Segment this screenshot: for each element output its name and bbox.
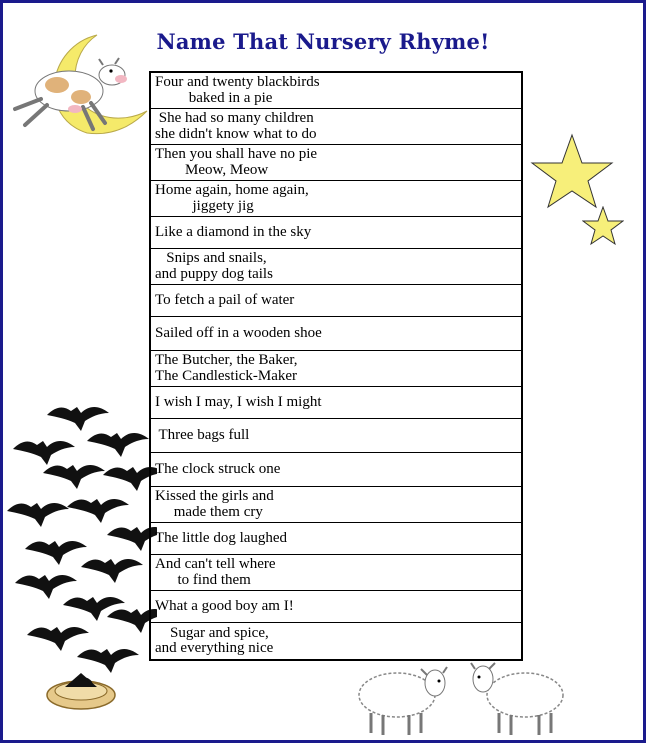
pie-icon bbox=[43, 667, 119, 713]
rhyme-line-2: and everything nice bbox=[155, 640, 274, 656]
rhyme-line-2: jiggety jig bbox=[155, 197, 254, 214]
star-icon bbox=[530, 133, 614, 209]
rhyme-line-1: Four and twenty blackbirds bbox=[155, 74, 320, 90]
rhyme-line-1: She had so many children bbox=[155, 110, 314, 126]
rhyme-line-1: Sailed off in a wooden shoe bbox=[155, 324, 322, 341]
rhyme-row bbox=[151, 523, 521, 555]
cow-moon-icon bbox=[7, 29, 155, 137]
rhyme-line-1: The Butcher, the Baker, bbox=[155, 352, 298, 368]
rhyme-row bbox=[151, 453, 521, 487]
rhyme-line-2: made them cry bbox=[155, 503, 263, 520]
rhyme-row bbox=[151, 181, 521, 217]
rhyme-row bbox=[151, 109, 521, 145]
rhyme-row bbox=[151, 217, 521, 249]
rhyme-row bbox=[151, 387, 521, 419]
rhyme-line-1: I wish I may, I wish I might bbox=[155, 393, 322, 410]
rhyme-line-1: The clock struck one bbox=[155, 460, 281, 477]
rhyme-line-1: Like a diamond in the sky bbox=[155, 223, 312, 240]
rhyme-row bbox=[151, 419, 521, 453]
rhyme-row bbox=[151, 591, 521, 623]
rhyme-line-1: And can't tell where bbox=[155, 556, 276, 572]
rhyme-line-2: and puppy dog tails bbox=[155, 265, 273, 282]
rhyme-line-2: baked in a pie bbox=[155, 89, 273, 106]
blackbird-icon bbox=[7, 401, 157, 683]
rhyme-row bbox=[151, 555, 521, 591]
rhyme-line-2: The Candlestick-Maker bbox=[155, 367, 298, 384]
rhyme-line-2: she didn't know what to do bbox=[155, 125, 317, 142]
rhyme-row bbox=[151, 285, 521, 317]
rhyme-line-1: Home again, home again, bbox=[155, 182, 309, 198]
rhyme-row bbox=[151, 351, 521, 387]
sheep-icon bbox=[463, 657, 569, 737]
page-title: Name That Nursery Rhyme! bbox=[156, 29, 490, 54]
rhyme-row bbox=[151, 487, 521, 523]
rhyme-line-1: Snips and snails, bbox=[155, 250, 267, 266]
sheep-icon bbox=[355, 657, 455, 737]
rhyme-row bbox=[151, 317, 521, 351]
rhyme-line-2: to find them bbox=[155, 571, 251, 588]
rhyme-line-1: Then you shall have no pie bbox=[155, 146, 318, 162]
rhyme-line-2: Meow, Meow bbox=[155, 161, 269, 178]
rhyme-row bbox=[151, 73, 521, 109]
rhyme-line-1: Three bags full bbox=[155, 426, 250, 443]
rhyme-line-1: Kissed the girls and bbox=[155, 488, 274, 504]
rhyme-row bbox=[151, 623, 521, 659]
rhyme-line-1: What a good boy am I! bbox=[155, 597, 294, 614]
rhyme-row bbox=[151, 249, 521, 285]
rhyme-line-1: Sugar and spice, bbox=[155, 624, 269, 641]
rhyme-line-1: To fetch a pail of water bbox=[155, 291, 295, 308]
rhyme-row bbox=[151, 145, 521, 181]
star-icon bbox=[582, 206, 624, 246]
rhyme-line-1: The little dog laughed bbox=[155, 529, 288, 546]
rhyme-table bbox=[149, 71, 523, 661]
